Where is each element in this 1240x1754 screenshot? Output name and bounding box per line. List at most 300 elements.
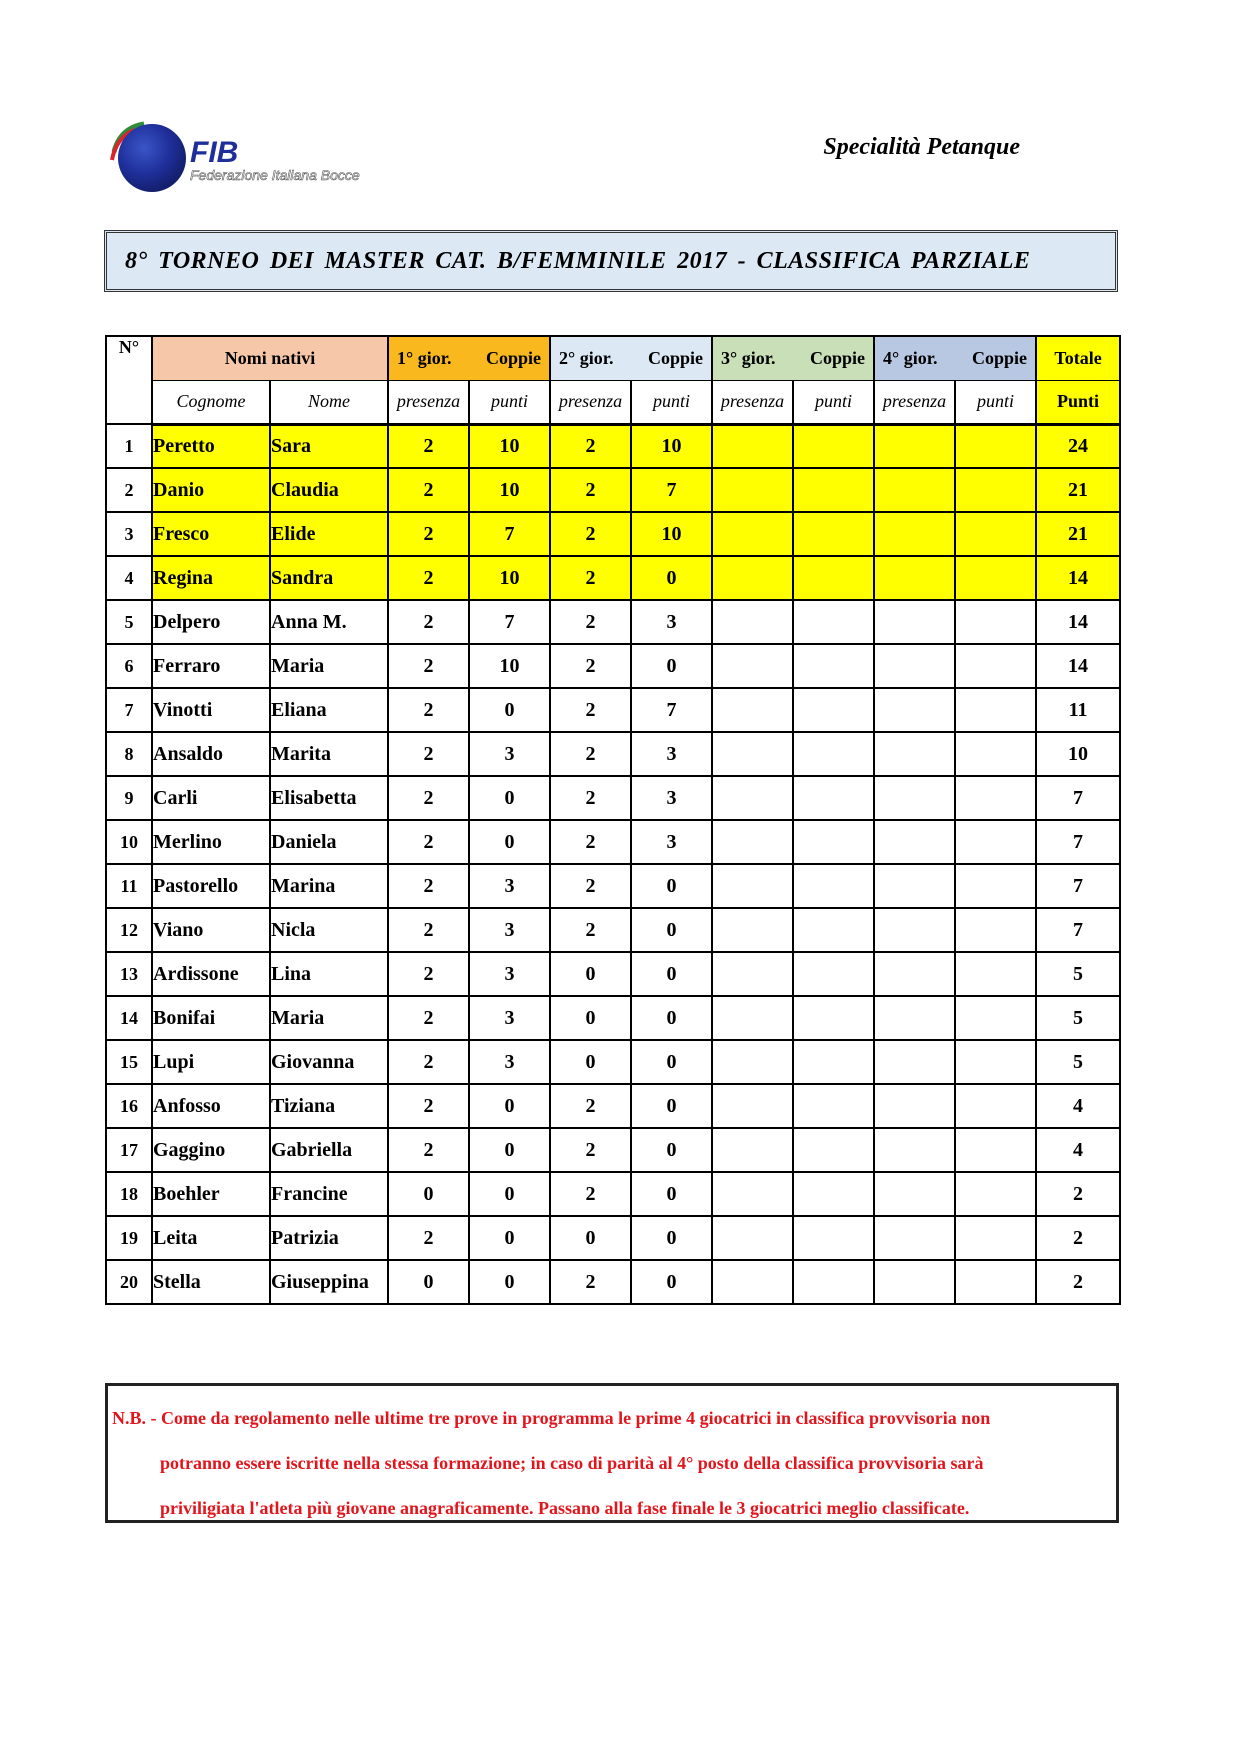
day1-presenza-cell: 2 bbox=[388, 1216, 469, 1260]
nome-cell: Nicla bbox=[270, 908, 388, 952]
day4-presenza-cell bbox=[874, 952, 955, 996]
day1-presenza-cell: 2 bbox=[388, 512, 469, 556]
day1-presenza-cell: 2 bbox=[388, 1040, 469, 1084]
day1-presenza-cell: 2 bbox=[388, 820, 469, 864]
day4-presenza-cell bbox=[874, 468, 955, 512]
totale-cell: 7 bbox=[1036, 820, 1120, 864]
note-box bbox=[105, 1383, 1119, 1523]
day2-presenza-cell: 2 bbox=[550, 644, 631, 688]
rank-number: 9 bbox=[106, 776, 152, 820]
rank-number: 8 bbox=[106, 732, 152, 776]
rank-number: 3 bbox=[106, 512, 152, 556]
nome-cell: Anna M. bbox=[270, 600, 388, 644]
nome-cell: Maria bbox=[270, 996, 388, 1040]
day2-punti-cell: 10 bbox=[631, 512, 712, 556]
totale-cell: 2 bbox=[1036, 1260, 1120, 1304]
day3-punti-cell bbox=[793, 600, 874, 644]
header-day2 bbox=[550, 336, 712, 380]
day2-presenza-cell: 2 bbox=[550, 908, 631, 952]
header-presenza-1: presenza bbox=[388, 380, 469, 424]
cognome-cell: Delpero bbox=[152, 600, 270, 644]
day2-punti-cell: 0 bbox=[631, 1084, 712, 1128]
day2-presenza-cell: 2 bbox=[550, 556, 631, 600]
header-punti-1: punti bbox=[469, 380, 550, 424]
day3-punti-cell bbox=[793, 820, 874, 864]
day1-punti-cell: 10 bbox=[469, 468, 550, 512]
cognome-cell: Anfosso bbox=[152, 1084, 270, 1128]
day4-presenza-cell bbox=[874, 1128, 955, 1172]
day1-punti-cell: 10 bbox=[469, 556, 550, 600]
totale-cell: 5 bbox=[1036, 1040, 1120, 1084]
day1-punti-cell: 10 bbox=[469, 644, 550, 688]
table-row bbox=[106, 1128, 1120, 1172]
header-totale: Totale bbox=[1036, 336, 1120, 380]
day2-punti-cell: 0 bbox=[631, 1040, 712, 1084]
day2-presenza-cell: 2 bbox=[550, 1260, 631, 1304]
header-punti-totale: Punti bbox=[1036, 380, 1120, 424]
day1-punti-cell: 0 bbox=[469, 1260, 550, 1304]
day1-punti-cell: 3 bbox=[469, 864, 550, 908]
rank-number: 4 bbox=[106, 556, 152, 600]
day4-punti-cell bbox=[955, 1260, 1036, 1304]
nome-cell: Maria bbox=[270, 644, 388, 688]
day4-presenza-cell bbox=[874, 644, 955, 688]
document-title bbox=[104, 230, 1118, 292]
cognome-cell: Ardissone bbox=[152, 952, 270, 996]
totale-cell: 14 bbox=[1036, 600, 1120, 644]
day3-punti-cell bbox=[793, 688, 874, 732]
note-line-1: N.B. - Come da regolamento nelle ultime tre prove in programma le prime 4 giocatrici in classifica provvisoria non bbox=[112, 1408, 991, 1428]
day3-presenza-cell bbox=[712, 732, 793, 776]
nome-cell: Lina bbox=[270, 952, 388, 996]
cognome-cell: Vinotti bbox=[152, 688, 270, 732]
day3-presenza-cell bbox=[712, 600, 793, 644]
day4-presenza-cell bbox=[874, 424, 955, 468]
day2-punti-cell: 0 bbox=[631, 952, 712, 996]
rank-number: 11 bbox=[106, 864, 152, 908]
table-row bbox=[106, 1040, 1120, 1084]
header-names-label: Nomi nativi bbox=[224, 347, 316, 368]
rank-number: 2 bbox=[106, 468, 152, 512]
day4-presenza-cell bbox=[874, 996, 955, 1040]
day1-punti-cell: 3 bbox=[469, 952, 550, 996]
day4-punti-cell bbox=[955, 1040, 1036, 1084]
table-row bbox=[106, 468, 1120, 512]
day3-presenza-cell bbox=[712, 1260, 793, 1304]
header-presenza-3: presenza bbox=[712, 380, 793, 424]
totale-cell: 4 bbox=[1036, 1128, 1120, 1172]
day2-punti-cell: 0 bbox=[631, 644, 712, 688]
table-row bbox=[106, 1172, 1120, 1216]
day2-punti-cell: 0 bbox=[631, 556, 712, 600]
day4-presenza-cell bbox=[874, 776, 955, 820]
day3-punti-cell bbox=[793, 512, 874, 556]
day2-punti-cell: 0 bbox=[631, 996, 712, 1040]
table-row bbox=[106, 864, 1120, 908]
day3-punti-cell bbox=[793, 776, 874, 820]
totale-cell: 7 bbox=[1036, 864, 1120, 908]
nome-cell: Elide bbox=[270, 512, 388, 556]
nome-cell: Gabriella bbox=[270, 1128, 388, 1172]
day2-punti-cell: 3 bbox=[631, 600, 712, 644]
day1-presenza-cell: 2 bbox=[388, 424, 469, 468]
header-presenza-2: presenza bbox=[550, 380, 631, 424]
day4-presenza-cell bbox=[874, 908, 955, 952]
day1-punti-cell: 3 bbox=[469, 732, 550, 776]
day3-presenza-cell bbox=[712, 996, 793, 1040]
totale-cell: 4 bbox=[1036, 1084, 1120, 1128]
day4-presenza-cell bbox=[874, 732, 955, 776]
day4-punti-cell bbox=[955, 556, 1036, 600]
day1-presenza-cell: 2 bbox=[388, 1128, 469, 1172]
header-day2-coppie: Coppie bbox=[648, 347, 704, 368]
day4-punti-cell bbox=[955, 644, 1036, 688]
table-row bbox=[106, 600, 1120, 644]
nome-cell: Francine bbox=[270, 1172, 388, 1216]
day1-presenza-cell: 0 bbox=[388, 1172, 469, 1216]
day1-punti-cell: 10 bbox=[469, 424, 550, 468]
day2-punti-cell: 7 bbox=[631, 688, 712, 732]
day4-punti-cell bbox=[955, 468, 1036, 512]
rank-number: 17 bbox=[106, 1128, 152, 1172]
note-line-2: potranno essere iscritte nella stessa formazione; in caso di parità al 4° posto della classifica provvisoria sarà bbox=[160, 1453, 984, 1473]
nome-cell: Tiziana bbox=[270, 1084, 388, 1128]
day3-punti-cell bbox=[793, 952, 874, 996]
header-day4-label: 4° gior. bbox=[883, 347, 938, 368]
totale-cell: 7 bbox=[1036, 776, 1120, 820]
table-row bbox=[106, 688, 1120, 732]
day2-punti-cell: 0 bbox=[631, 1260, 712, 1304]
day1-presenza-cell: 2 bbox=[388, 952, 469, 996]
header-row-top bbox=[106, 336, 1120, 380]
table-row bbox=[106, 512, 1120, 556]
day3-presenza-cell bbox=[712, 468, 793, 512]
day1-presenza-cell: 2 bbox=[388, 644, 469, 688]
day3-presenza-cell bbox=[712, 1216, 793, 1260]
rank-number: 5 bbox=[106, 600, 152, 644]
day1-presenza-cell: 2 bbox=[388, 468, 469, 512]
day2-presenza-cell: 0 bbox=[550, 1216, 631, 1260]
day1-punti-cell: 7 bbox=[469, 600, 550, 644]
table-row bbox=[106, 732, 1120, 776]
rank-number: 1 bbox=[106, 424, 152, 468]
day1-presenza-cell: 2 bbox=[388, 732, 469, 776]
day4-presenza-cell bbox=[874, 820, 955, 864]
totale-cell: 7 bbox=[1036, 908, 1120, 952]
day3-punti-cell bbox=[793, 1172, 874, 1216]
nome-cell: Giovanna bbox=[270, 1040, 388, 1084]
day1-punti-cell: 7 bbox=[469, 512, 550, 556]
header-punti-3: punti bbox=[793, 380, 874, 424]
day2-presenza-cell: 2 bbox=[550, 1128, 631, 1172]
day4-punti-cell bbox=[955, 820, 1036, 864]
rank-number: 12 bbox=[106, 908, 152, 952]
day2-punti-cell: 3 bbox=[631, 820, 712, 864]
rank-number: 10 bbox=[106, 820, 152, 864]
rank-number: 14 bbox=[106, 996, 152, 1040]
cognome-cell: Stella bbox=[152, 1260, 270, 1304]
table-row bbox=[106, 952, 1120, 996]
day1-punti-cell: 3 bbox=[469, 996, 550, 1040]
day2-presenza-cell: 0 bbox=[550, 952, 631, 996]
rank-number: 13 bbox=[106, 952, 152, 996]
day4-punti-cell bbox=[955, 1216, 1036, 1260]
day2-punti-cell: 0 bbox=[631, 1216, 712, 1260]
header-day1-coppie: Coppie bbox=[486, 347, 542, 368]
totale-cell: 2 bbox=[1036, 1216, 1120, 1260]
header-day1-label: 1° gior. bbox=[397, 347, 452, 368]
day4-punti-cell bbox=[955, 512, 1036, 556]
table-row bbox=[106, 776, 1120, 820]
cognome-cell: Danio bbox=[152, 468, 270, 512]
day3-presenza-cell bbox=[712, 820, 793, 864]
cognome-cell: Lupi bbox=[152, 1040, 270, 1084]
day3-presenza-cell bbox=[712, 688, 793, 732]
header-nome: Nome bbox=[270, 380, 388, 424]
nome-cell: Elisabetta bbox=[270, 776, 388, 820]
day4-presenza-cell bbox=[874, 1084, 955, 1128]
day2-punti-cell: 10 bbox=[631, 424, 712, 468]
header-day3-coppie: Coppie bbox=[810, 347, 866, 368]
day3-presenza-cell bbox=[712, 556, 793, 600]
day2-presenza-cell: 2 bbox=[550, 424, 631, 468]
day3-punti-cell bbox=[793, 1084, 874, 1128]
header-row-sub bbox=[106, 380, 1120, 424]
table-row bbox=[106, 1260, 1120, 1304]
rank-number: 7 bbox=[106, 688, 152, 732]
totale-cell: 24 bbox=[1036, 424, 1120, 468]
day3-presenza-cell bbox=[712, 1172, 793, 1216]
day3-presenza-cell bbox=[712, 512, 793, 556]
day2-punti-cell: 0 bbox=[631, 908, 712, 952]
day1-punti-cell: 0 bbox=[469, 1172, 550, 1216]
day2-presenza-cell: 2 bbox=[550, 512, 631, 556]
table-row bbox=[106, 820, 1120, 864]
document-title-text: 8° TORNEO DEI MASTER CAT. B/FEMMINILE 2017 - CLASSIFICA PARZIALE bbox=[125, 247, 1031, 274]
day4-punti-cell bbox=[955, 600, 1036, 644]
cognome-cell: Ansaldo bbox=[152, 732, 270, 776]
cognome-cell: Merlino bbox=[152, 820, 270, 864]
cognome-cell: Carli bbox=[152, 776, 270, 820]
day3-presenza-cell bbox=[712, 864, 793, 908]
cognome-cell: Gaggino bbox=[152, 1128, 270, 1172]
day1-presenza-cell: 2 bbox=[388, 556, 469, 600]
day2-punti-cell: 3 bbox=[631, 776, 712, 820]
day1-presenza-cell: 2 bbox=[388, 776, 469, 820]
rank-number: 16 bbox=[106, 1084, 152, 1128]
day1-presenza-cell: 2 bbox=[388, 864, 469, 908]
cognome-cell: Regina bbox=[152, 556, 270, 600]
speciality-label: Specialità Petanque bbox=[823, 134, 1020, 160]
day3-presenza-cell bbox=[712, 644, 793, 688]
day4-presenza-cell bbox=[874, 600, 955, 644]
header-day2-label: 2° gior. bbox=[559, 347, 614, 368]
day2-presenza-cell: 2 bbox=[550, 468, 631, 512]
nome-cell: Marina bbox=[270, 864, 388, 908]
table-row bbox=[106, 1084, 1120, 1128]
day3-punti-cell bbox=[793, 996, 874, 1040]
day3-punti-cell bbox=[793, 1040, 874, 1084]
rank-number: 6 bbox=[106, 644, 152, 688]
day1-presenza-cell: 2 bbox=[388, 1084, 469, 1128]
day3-punti-cell bbox=[793, 556, 874, 600]
nome-cell: Giuseppina bbox=[270, 1260, 388, 1304]
table-row bbox=[106, 644, 1120, 688]
day2-presenza-cell: 2 bbox=[550, 688, 631, 732]
day1-presenza-cell: 0 bbox=[388, 1260, 469, 1304]
day3-punti-cell bbox=[793, 468, 874, 512]
day2-punti-cell: 0 bbox=[631, 1172, 712, 1216]
day3-punti-cell bbox=[793, 908, 874, 952]
table-row bbox=[106, 996, 1120, 1040]
day3-presenza-cell bbox=[712, 908, 793, 952]
totale-cell: 14 bbox=[1036, 644, 1120, 688]
totale-cell: 11 bbox=[1036, 688, 1120, 732]
day2-presenza-cell: 2 bbox=[550, 1084, 631, 1128]
day4-punti-cell bbox=[955, 1172, 1036, 1216]
rank-number: 15 bbox=[106, 1040, 152, 1084]
totale-cell: 14 bbox=[1036, 556, 1120, 600]
day3-punti-cell bbox=[793, 424, 874, 468]
day1-punti-cell: 0 bbox=[469, 820, 550, 864]
day4-presenza-cell bbox=[874, 556, 955, 600]
table-row bbox=[106, 556, 1120, 600]
cognome-cell: Fresco bbox=[152, 512, 270, 556]
day4-punti-cell bbox=[955, 776, 1036, 820]
header-punti-2: punti bbox=[631, 380, 712, 424]
day3-presenza-cell bbox=[712, 1128, 793, 1172]
day1-punti-cell: 0 bbox=[469, 776, 550, 820]
day4-presenza-cell bbox=[874, 512, 955, 556]
nome-cell: Eliana bbox=[270, 688, 388, 732]
day4-presenza-cell bbox=[874, 1260, 955, 1304]
day4-punti-cell bbox=[955, 732, 1036, 776]
day1-punti-cell: 0 bbox=[469, 1216, 550, 1260]
day2-presenza-cell: 2 bbox=[550, 864, 631, 908]
rank-number: 18 bbox=[106, 1172, 152, 1216]
day1-presenza-cell: 2 bbox=[388, 908, 469, 952]
day3-punti-cell bbox=[793, 644, 874, 688]
cognome-cell: Viano bbox=[152, 908, 270, 952]
totale-cell: 21 bbox=[1036, 512, 1120, 556]
header-names bbox=[152, 336, 388, 380]
header-day3 bbox=[712, 336, 874, 380]
day4-punti-cell bbox=[955, 996, 1036, 1040]
nome-cell: Patrizia bbox=[270, 1216, 388, 1260]
day3-punti-cell bbox=[793, 732, 874, 776]
nome-cell: Sandra bbox=[270, 556, 388, 600]
table-row bbox=[106, 908, 1120, 952]
totale-cell: 2 bbox=[1036, 1172, 1120, 1216]
nome-cell: Daniela bbox=[270, 820, 388, 864]
totale-cell: 5 bbox=[1036, 952, 1120, 996]
day3-presenza-cell bbox=[712, 952, 793, 996]
logo-subtext: Federazione Italiana Bocce bbox=[190, 167, 360, 183]
day2-punti-cell: 3 bbox=[631, 732, 712, 776]
day4-punti-cell bbox=[955, 424, 1036, 468]
day3-presenza-cell bbox=[712, 1040, 793, 1084]
table-row bbox=[106, 424, 1120, 468]
header-day1 bbox=[388, 336, 550, 380]
cognome-cell: Pastorello bbox=[152, 864, 270, 908]
day2-presenza-cell: 0 bbox=[550, 1040, 631, 1084]
day1-presenza-cell: 2 bbox=[388, 600, 469, 644]
day2-presenza-cell: 2 bbox=[550, 820, 631, 864]
day3-presenza-cell bbox=[712, 424, 793, 468]
day4-presenza-cell bbox=[874, 688, 955, 732]
day2-presenza-cell: 2 bbox=[550, 732, 631, 776]
day3-punti-cell bbox=[793, 864, 874, 908]
header-presenza-4: presenza bbox=[874, 380, 955, 424]
totale-cell: 5 bbox=[1036, 996, 1120, 1040]
cognome-cell: Boehler bbox=[152, 1172, 270, 1216]
day4-punti-cell bbox=[955, 864, 1036, 908]
rank-number: 19 bbox=[106, 1216, 152, 1260]
logo-text: FIB bbox=[190, 136, 239, 169]
note-line-3: priviligiata l'atleta più giovane anagraficamente. Passano alla fase finale le 3 giocatrici meglio classificate. bbox=[160, 1498, 970, 1518]
day2-presenza-cell: 0 bbox=[550, 996, 631, 1040]
ranking-body bbox=[106, 424, 1120, 1304]
cognome-cell: Bonifai bbox=[152, 996, 270, 1040]
day3-presenza-cell bbox=[712, 1084, 793, 1128]
cognome-cell: Ferraro bbox=[152, 644, 270, 688]
day1-punti-cell: 0 bbox=[469, 1084, 550, 1128]
header-punti-4: punti bbox=[955, 380, 1036, 424]
rank-number: 20 bbox=[106, 1260, 152, 1304]
day2-presenza-cell: 2 bbox=[550, 1172, 631, 1216]
day4-presenza-cell bbox=[874, 1216, 955, 1260]
day2-presenza-cell: 2 bbox=[550, 600, 631, 644]
header-cognome: Cognome bbox=[152, 380, 270, 424]
header-day4 bbox=[874, 336, 1036, 380]
day1-presenza-cell: 2 bbox=[388, 996, 469, 1040]
day1-punti-cell: 0 bbox=[469, 688, 550, 732]
day4-punti-cell bbox=[955, 952, 1036, 996]
cognome-cell: Peretto bbox=[152, 424, 270, 468]
day4-punti-cell bbox=[955, 908, 1036, 952]
day1-punti-cell: 3 bbox=[469, 1040, 550, 1084]
header-day4-coppie: Coppie bbox=[972, 347, 1028, 368]
nome-cell: Claudia bbox=[270, 468, 388, 512]
day2-punti-cell: 0 bbox=[631, 864, 712, 908]
day4-presenza-cell bbox=[874, 864, 955, 908]
day4-presenza-cell bbox=[874, 1172, 955, 1216]
day3-presenza-cell bbox=[712, 776, 793, 820]
day2-punti-cell: 7 bbox=[631, 468, 712, 512]
day2-punti-cell: 0 bbox=[631, 1128, 712, 1172]
fib-logo bbox=[110, 118, 430, 196]
day4-presenza-cell bbox=[874, 1040, 955, 1084]
header-day3-label: 3° gior. bbox=[721, 347, 776, 368]
cognome-cell: Leita bbox=[152, 1216, 270, 1260]
day3-punti-cell bbox=[793, 1128, 874, 1172]
day4-punti-cell bbox=[955, 1128, 1036, 1172]
day1-punti-cell: 0 bbox=[469, 1128, 550, 1172]
table-row bbox=[106, 1216, 1120, 1260]
ranking-table bbox=[105, 335, 1121, 1305]
day3-punti-cell bbox=[793, 1216, 874, 1260]
day1-punti-cell: 3 bbox=[469, 908, 550, 952]
totale-cell: 21 bbox=[1036, 468, 1120, 512]
day2-presenza-cell: 2 bbox=[550, 776, 631, 820]
totale-cell: 10 bbox=[1036, 732, 1120, 776]
nome-cell: Marita bbox=[270, 732, 388, 776]
day3-punti-cell bbox=[793, 1260, 874, 1304]
day4-punti-cell bbox=[955, 1084, 1036, 1128]
day1-presenza-cell: 2 bbox=[388, 688, 469, 732]
day4-punti-cell bbox=[955, 688, 1036, 732]
header-n: N° bbox=[106, 336, 152, 424]
